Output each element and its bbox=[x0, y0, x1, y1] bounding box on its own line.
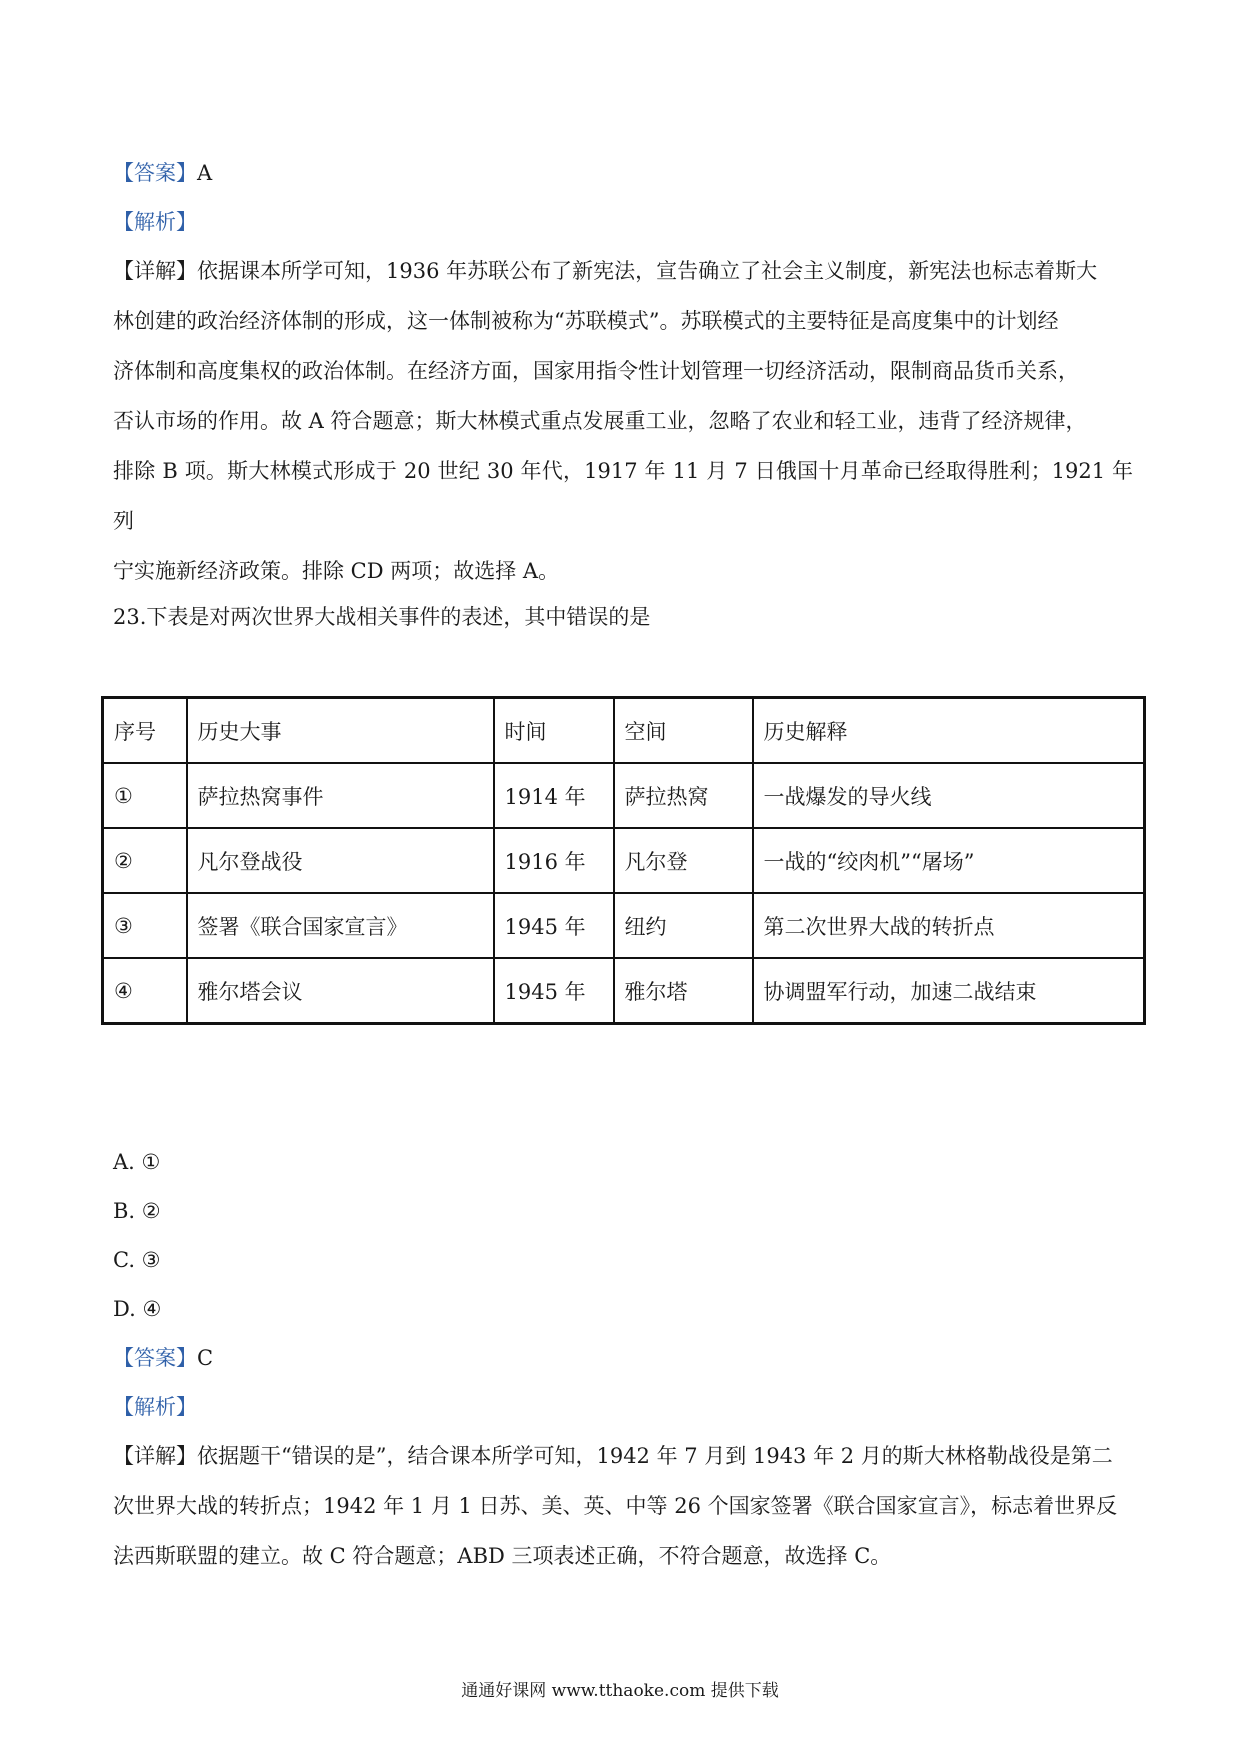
option-a: A. ① bbox=[113, 1150, 161, 1174]
table-cell: 萨拉热窝事件 bbox=[187, 763, 494, 828]
detail-tag: 【详解】 bbox=[113, 259, 197, 283]
table-cell: 第二次世界大战的转折点 bbox=[753, 893, 1145, 958]
table-cell: 1945 年 bbox=[494, 893, 614, 958]
table-cell: 一战爆发的导火线 bbox=[753, 763, 1145, 828]
table-cell: 凡尔登 bbox=[614, 828, 753, 893]
table-cell: 纽约 bbox=[614, 893, 753, 958]
option-b: B. ② bbox=[113, 1199, 161, 1223]
table-cell: 雅尔塔会议 bbox=[187, 958, 494, 1024]
option-d: D. ④ bbox=[113, 1297, 162, 1321]
detail-line: 否认市场的作用。故 A 符合题意；斯大林模式重点发展重工业，忽略了农业和轻工业，违背了经济规律， bbox=[113, 409, 1087, 433]
answer-value: C bbox=[197, 1346, 214, 1370]
detail-line: 济体制和高度集权的政治体制。在经济方面，国家用指令性计划管理一切经济活动，限制商品货币关系， bbox=[113, 359, 1079, 383]
table-cell: 签署《联合国家宣言》 bbox=[187, 893, 494, 958]
table-row bbox=[103, 763, 1145, 828]
analysis-tag: 【解析】 bbox=[113, 210, 197, 234]
q23-analysis-tag bbox=[113, 1394, 197, 1420]
header-cell: 序号 bbox=[103, 698, 187, 764]
table-cell: ① bbox=[103, 763, 187, 828]
detail-line: 宁实施新经济政策。排除 CD 两项；故选择 A。 bbox=[113, 559, 560, 583]
answer-tag: 【答案】 bbox=[113, 161, 197, 185]
q23-answer-line bbox=[113, 1345, 213, 1371]
q23-detail bbox=[113, 1431, 1133, 1581]
header-cell: 历史大事 bbox=[187, 698, 494, 764]
header-cell: 空间 bbox=[614, 698, 753, 764]
detail-line: 法西斯联盟的建立。故 C 符合题意；ABD 三项表述正确，不符合题意，故选择 C。 bbox=[113, 1544, 892, 1568]
answer-tag: 【答案】 bbox=[113, 1346, 197, 1370]
table-cell: ② bbox=[103, 828, 187, 893]
q22-analysis-tag bbox=[113, 209, 197, 235]
analysis-tag: 【解析】 bbox=[113, 1395, 197, 1419]
table-cell: 1914 年 bbox=[494, 763, 614, 828]
table-cell: 萨拉热窝 bbox=[614, 763, 753, 828]
detail-line: 次世界大战的转折点；1942 年 1 月 1 日苏、美、英、中等 26 个国家签署《联合国家宣言》，标志着世界反 bbox=[113, 1494, 1118, 1518]
table-row bbox=[103, 828, 1145, 893]
detail-line: 【详解】依据课本所学可知，1936 年苏联公布了新宪法，宣告确立了社会主义制度，新宪法也标志着斯大 bbox=[113, 259, 1098, 283]
q23-question: 23.下表是对两次世界大战相关事件的表述，其中错误的是 bbox=[113, 605, 651, 629]
option-c: C. ③ bbox=[113, 1248, 161, 1272]
detail-line: 【详解】依据题干“错误的是”，结合课本所学可知，1942 年 7 月到 1943 年 2 月的斯大林格勒战役是第二 bbox=[113, 1444, 1113, 1468]
table-cell: 1945 年 bbox=[494, 958, 614, 1024]
table-header-row bbox=[103, 698, 1145, 764]
answer-value: A bbox=[197, 161, 213, 185]
table-cell: ③ bbox=[103, 893, 187, 958]
table-cell: 协调盟军行动，加速二战结束 bbox=[753, 958, 1145, 1024]
table-cell: 雅尔塔 bbox=[614, 958, 753, 1024]
header-cell: 时间 bbox=[494, 698, 614, 764]
detail-line: 林创建的政治经济体制的形成，这一体制被称为“苏联模式”。苏联模式的主要特征是高度集中的计划经 bbox=[113, 309, 1059, 333]
table-cell: 1916 年 bbox=[494, 828, 614, 893]
q22-detail bbox=[113, 246, 1133, 596]
table-row bbox=[103, 893, 1145, 958]
q22-answer-line bbox=[113, 160, 212, 186]
header-cell: 历史解释 bbox=[753, 698, 1145, 764]
page-footer: 通通好课网 www.tthaoke.com 提供下载 bbox=[461, 1681, 779, 1701]
table-cell: 凡尔登战役 bbox=[187, 828, 494, 893]
detail-tag: 【详解】 bbox=[113, 1444, 197, 1468]
table-cell: 一战的“绞肉机”“屠场” bbox=[753, 828, 1145, 893]
history-events-table bbox=[101, 696, 1146, 1025]
table-cell: ④ bbox=[103, 958, 187, 1024]
detail-line: 排除 B 项。斯大林模式形成于 20 世纪 30 年代，1917 年 11 月 7 日俄国十月革命已经取得胜利；1921 年列 bbox=[113, 459, 1133, 533]
table-row bbox=[103, 958, 1145, 1024]
